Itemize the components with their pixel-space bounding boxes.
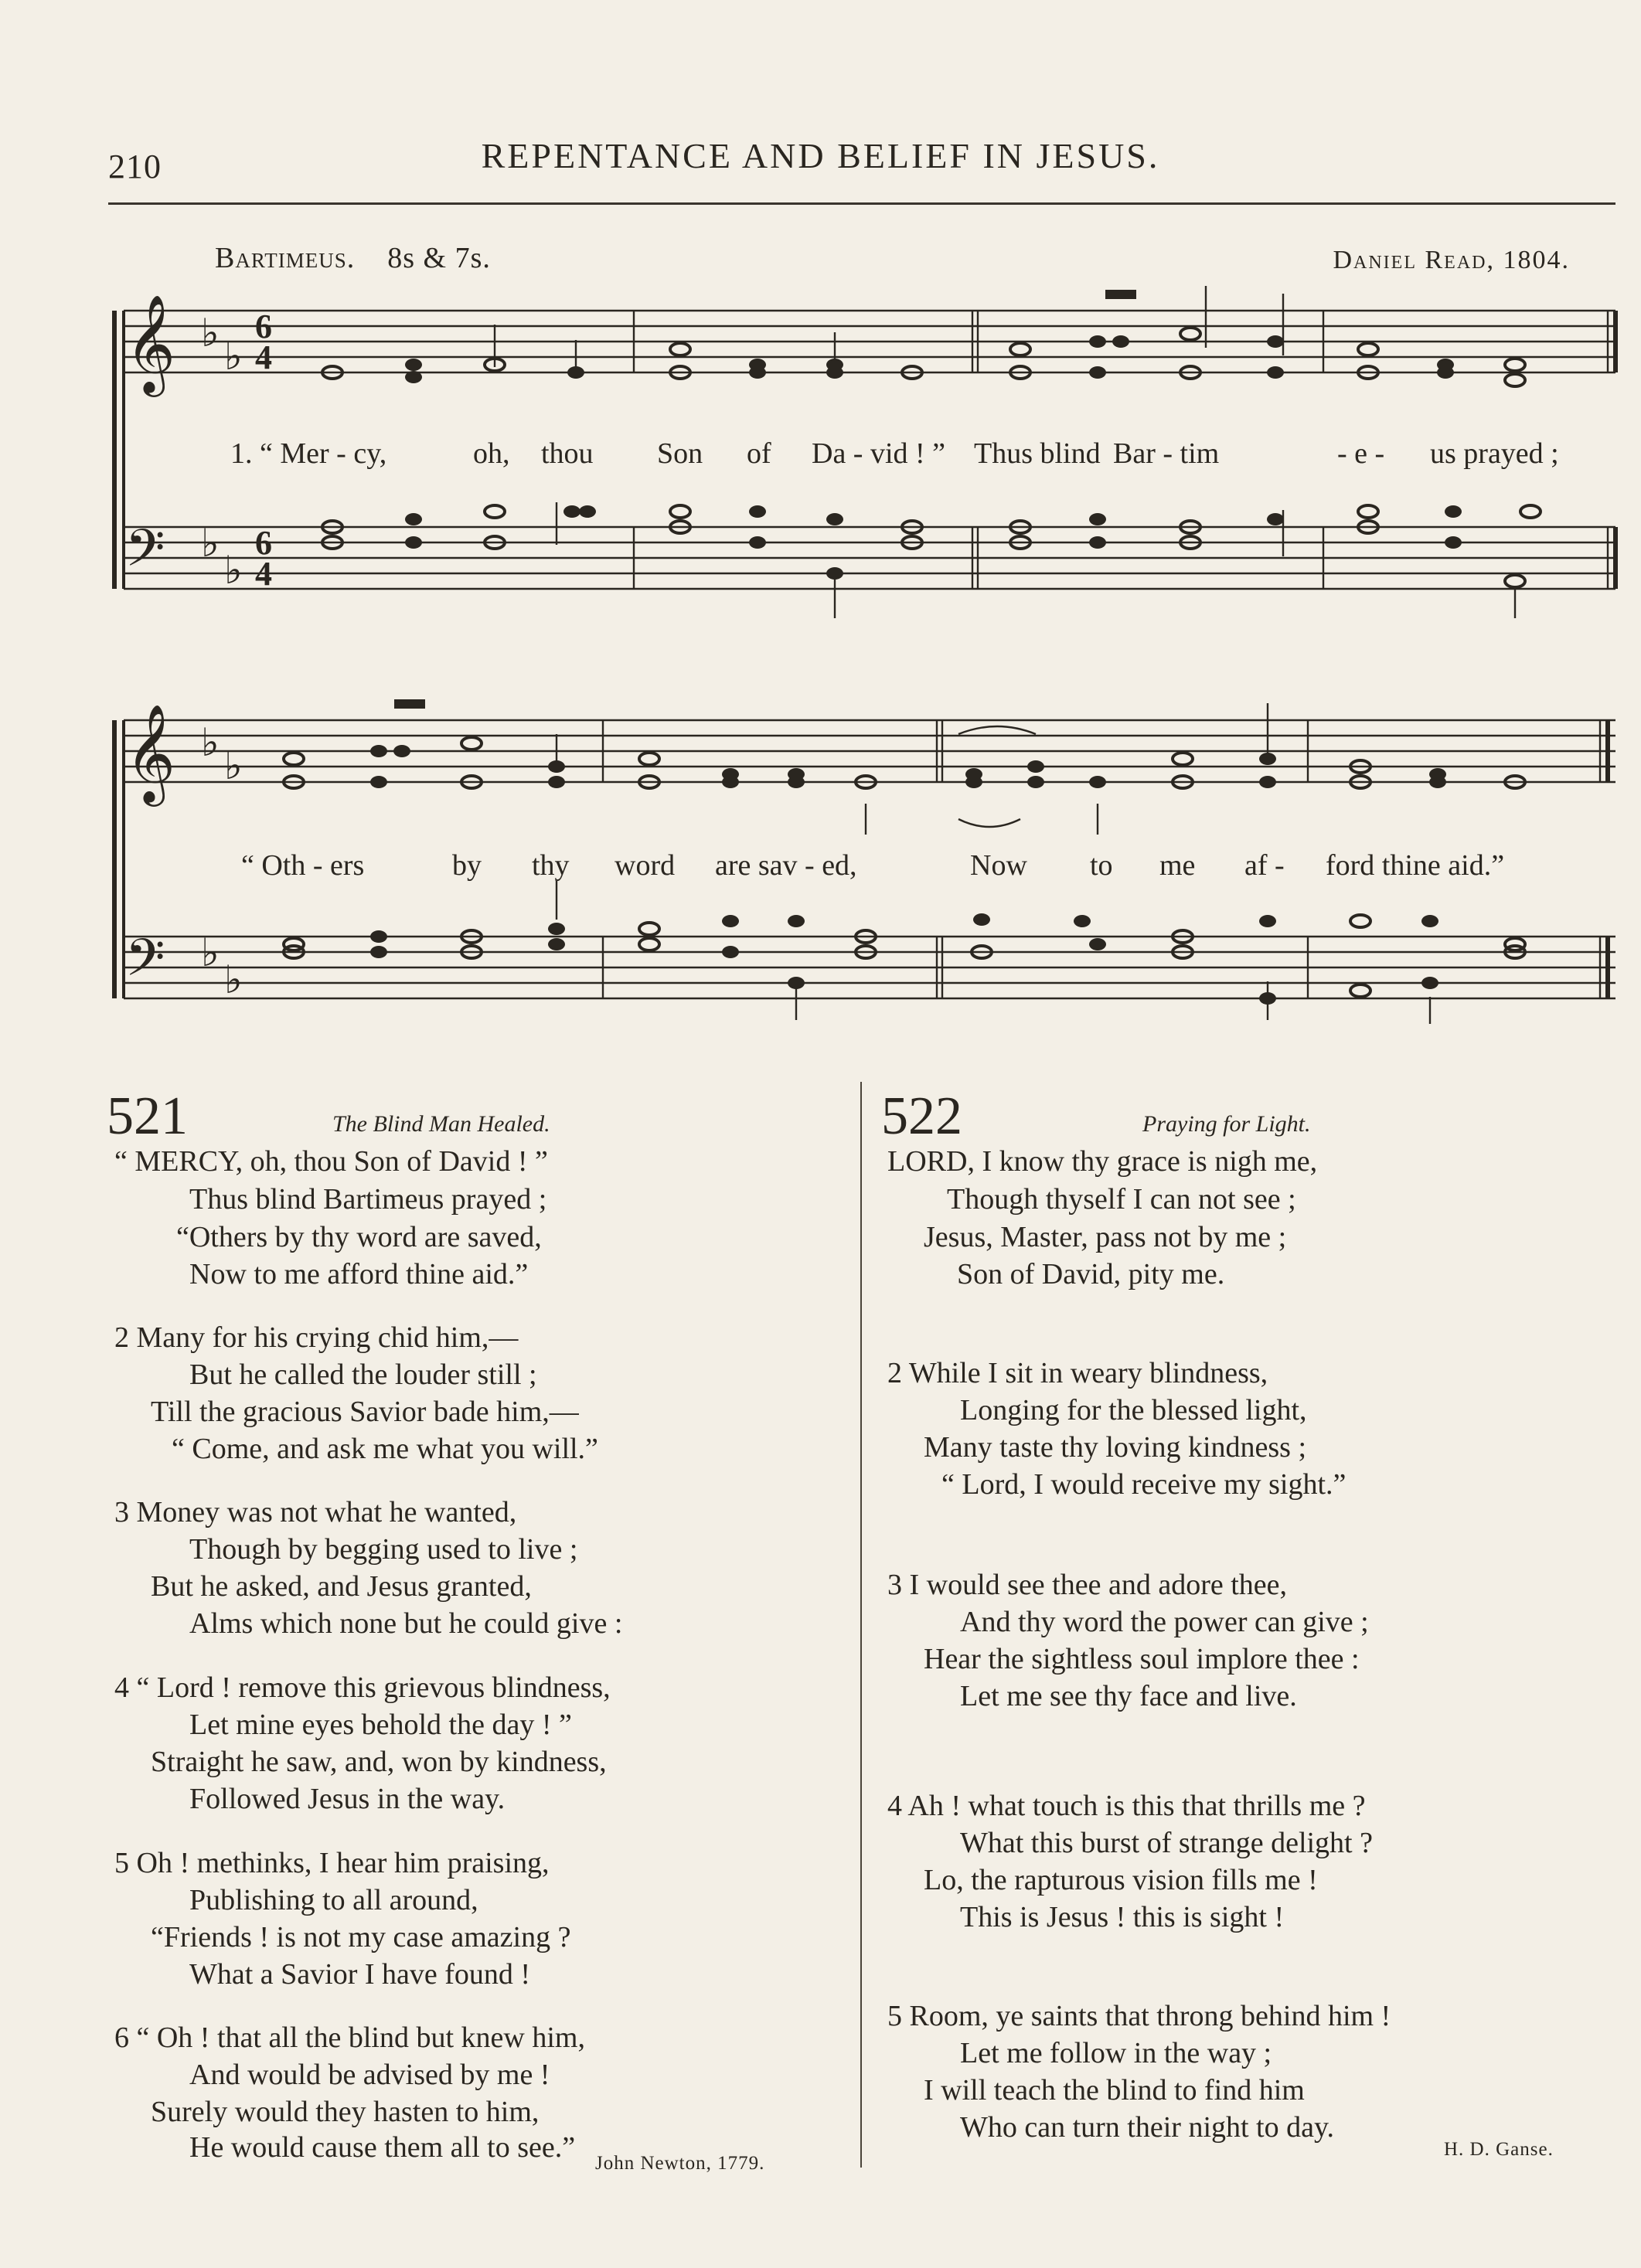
svg-text:♭: ♭ [201, 721, 220, 764]
hymn-title-521: The Blind Man Healed. [332, 1111, 550, 1137]
verse-line: 6 “ Oh ! that all the blind but knew him, [114, 2021, 585, 2054]
time-sig-top-treble: 6 [255, 308, 272, 345]
verse-line: 2 While I sit in weary blindness, [887, 1357, 1268, 1389]
svg-text:♭: ♭ [201, 931, 220, 974]
verse-line: What this burst of strange delight ? [960, 1827, 1373, 1859]
lyric-1-4: Son [657, 437, 703, 470]
verse-line: Till the gracious Savior bade him,— [151, 1396, 579, 1428]
verse-line: Who can turn their night to day. [960, 2111, 1335, 2144]
svg-text:♭: ♭ [201, 311, 220, 355]
time-sig-bottom-bass: 4 [255, 555, 272, 593]
svg-text:♭: ♭ [224, 549, 243, 592]
verse-line: Though thyself I can not see ; [947, 1183, 1296, 1216]
lyric-2-4: word [615, 849, 676, 882]
verse-line: 4 “ Lord ! remove this grievous blindness, [114, 1671, 611, 1704]
verse-line: Surely would they hasten to him, [151, 2096, 540, 2128]
lyric-1-5: of [747, 437, 771, 470]
verse-line: And would be advised by me ! [189, 2059, 550, 2091]
verse-line: 3 I would see thee and adore thee, [887, 1569, 1288, 1601]
verse-line: Hear the sightless soul implore thee : [924, 1643, 1360, 1675]
time-sig-bottom-treble: 4 [255, 338, 272, 376]
lyric-2-7: to [1090, 849, 1113, 882]
author-522: H. D. Ganse. [1444, 2139, 1554, 2160]
verse-line: Now to me afford thine aid.” [189, 1258, 529, 1290]
lyric-1-7: Thus blind [974, 437, 1101, 470]
verse-line: Many taste thy loving kindness ; [924, 1431, 1307, 1464]
lyric-2-9: af - [1244, 849, 1285, 882]
verse-line: “Others by thy word are saved, [176, 1221, 542, 1253]
hymn-title-522: Praying for Light. [1142, 1111, 1311, 1137]
svg-text:𝄢: 𝄢 [125, 928, 165, 1000]
verse-line: Longing for the blessed light, [960, 1394, 1307, 1426]
svg-text:𝄞: 𝄞 [125, 294, 176, 393]
verse-line: “ Come, and ask me what you will.” [172, 1433, 598, 1465]
hymn-number-521: 521 [107, 1086, 188, 1146]
verse-line: 5 Room, ye saints that throng behind him ! [887, 2000, 1391, 2032]
hymn-number-522: 522 [881, 1086, 962, 1146]
verse-line: 2 Many for his crying chid him,— [114, 1321, 519, 1354]
lyric-1-8: Bar - tim [1113, 437, 1220, 470]
svg-text:𝄢: 𝄢 [125, 519, 165, 590]
tune-title [215, 241, 491, 275]
verse-line: Let me see thy face and live. [960, 1680, 1297, 1712]
verse-line: 3 Money was not what he wanted, [114, 1496, 517, 1528]
time-sig-top-bass: 6 [255, 524, 272, 562]
tune-meter: 8s & 7s. [387, 242, 491, 274]
verse-line: Lo, the rapturous vision fills me ! [924, 1864, 1318, 1896]
verse-line: Though by begging used to live ; [189, 1533, 578, 1566]
svg-text:♭: ♭ [224, 958, 243, 1001]
lyric-2-8: me [1159, 849, 1196, 882]
author-521: John Newton, 1779. [595, 2153, 765, 2174]
verse-line: And thy word the power can give ; [960, 1606, 1369, 1638]
verse-line: Jesus, Master, pass not by me ; [924, 1221, 1287, 1253]
verse-line: 4 Ah ! what touch is this that thrills me ? [887, 1790, 1366, 1822]
verse-line: Followed Jesus in the way. [189, 1783, 506, 1815]
verse-line: He would cause them all to see.” [189, 2131, 576, 2164]
lyric-2-6: Now [970, 849, 1027, 882]
lyric-2-1: “ Oth - ers [241, 849, 365, 882]
lyric-2-10: ford thine aid.” [1326, 849, 1505, 882]
composer: Daniel Read, 1804. [1333, 246, 1570, 274]
lyric-2-2: by [452, 849, 482, 882]
lyric-1-9: - e - [1337, 437, 1385, 470]
verse-line: Thus blind Bartimeus prayed ; [189, 1183, 547, 1216]
verse-line: “ Lord, I would receive my sight.” [941, 1468, 1347, 1501]
lyric-1-1: 1. “ Mer - cy, [230, 437, 387, 470]
lyric-1-10: us prayed ; [1430, 437, 1559, 470]
svg-text:♭: ♭ [224, 744, 243, 787]
page-number: 210 [108, 148, 162, 185]
tune-name: Bartimeus. [215, 242, 356, 274]
svg-text:𝄞: 𝄞 [125, 703, 176, 802]
verse-line: 5 Oh ! methinks, I hear him praising, [114, 1847, 550, 1879]
verse-line: What a Savior I have found ! [189, 1958, 531, 1991]
verse-line: Alms which none but he could give : [189, 1607, 623, 1640]
verse-line: Son of David, pity me. [957, 1258, 1225, 1290]
page-header: REPENTANCE AND BELIEF IN JESUS. [481, 136, 1160, 175]
lyric-2-5: are sav - ed, [715, 849, 857, 882]
verse-line: LORD, I know thy grace is nigh me, [887, 1145, 1318, 1178]
verse-line: Publishing to all around, [189, 1884, 478, 1916]
verse-line: This is Jesus ! this is sight ! [960, 1901, 1285, 1933]
verse-line: “ MERCY, oh, thou Son of David ! ” [114, 1145, 548, 1178]
lyric-1-2: oh, [473, 437, 510, 470]
lyric-1-6: Da - vid ! ” [812, 437, 946, 470]
verse-line: But he asked, and Jesus granted, [151, 1570, 532, 1603]
header-rule [108, 202, 1615, 205]
lyric-2-3: thy [532, 849, 570, 882]
verse-line: I will teach the blind to find him [924, 2074, 1305, 2106]
svg-text:♭: ♭ [201, 522, 220, 565]
column-divider [860, 1082, 862, 2168]
svg-text:♭: ♭ [224, 335, 243, 378]
verse-line: But he called the louder still ; [189, 1358, 537, 1391]
lyric-1-3: thou [541, 437, 594, 470]
verse-line: “Friends ! is not my case amazing ? [151, 1921, 571, 1953]
verse-line: Let me follow in the way ; [960, 2037, 1272, 2069]
verse-line: Let mine eyes behold the day ! ” [189, 1709, 572, 1741]
verse-line: Straight he saw, and, won by kindness, [151, 1746, 607, 1778]
